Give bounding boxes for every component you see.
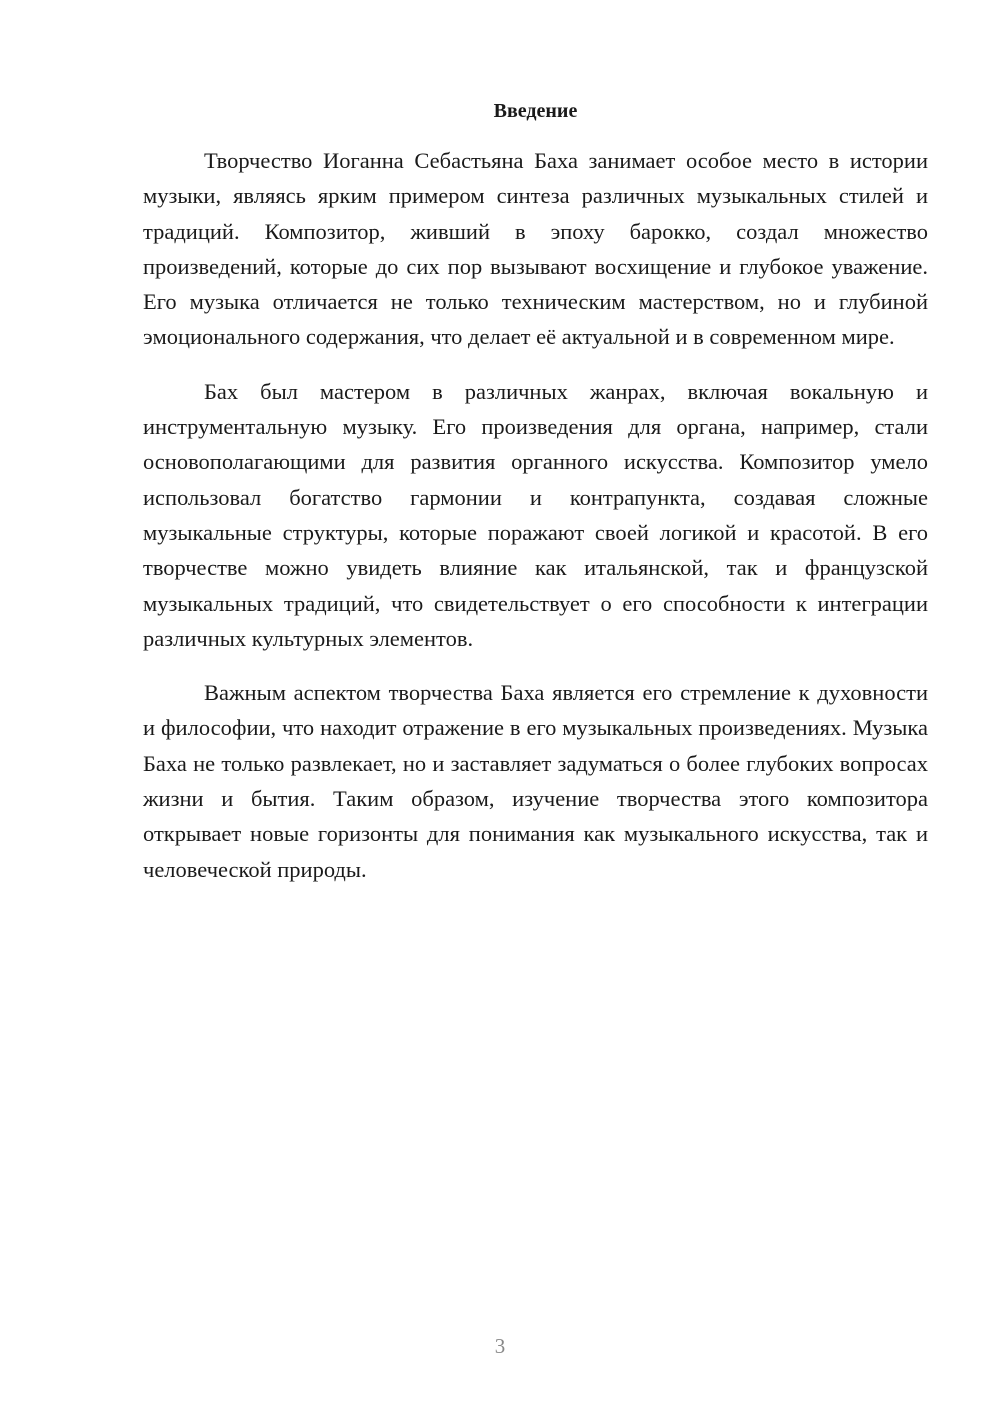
paragraph-2: Бах был мастером в различных жанрах, включая вокальную и инструментальную музыку. Его произведения для органа, например, стали основополагающими для развития органного искусства. Композитор умело использовал богатство гармонии и контрапункта, создавая сложные музыкальные структуры, которые поражают своей логикой и красотой. В его творчестве можно увидеть влияние как итальянской, так и французской музыкальных традиций, что свидетельствует о его способности к интеграции различных культурных элементов. [143,378,928,651]
paragraph-1: Творчество Иоганна Себастьяна Баха занимает особое место в истории музыки, являясь ярким примером синтеза различных музыкальных стилей и традиций. Композитор, живший в эпоху барокко, создал множество произведений, которые до сих пор вызывают восхищение и глубокое уважение. Его музыка отличается не только техническим мастерством, но и глубиной эмоционального содержания, что делает её актуальной и в современном мире. [143,148,928,350]
page-number: 3 [494,1334,506,1358]
paragraph-3: Важным аспектом творчества Баха является его стремление к духовности и философии, что находит отражение в его музыкальных произведениях. Музыка Баха не только развлекает, но и заставляет задуматься о более глубоких вопросах жизни и бытия. Таким образом, изучение творчества этого композитора открывает новые горизонты для понимания как музыкального искусства, так и человеческой природы. [143,680,928,882]
section-title: Введение [493,100,578,122]
document-body [143,96,928,887]
